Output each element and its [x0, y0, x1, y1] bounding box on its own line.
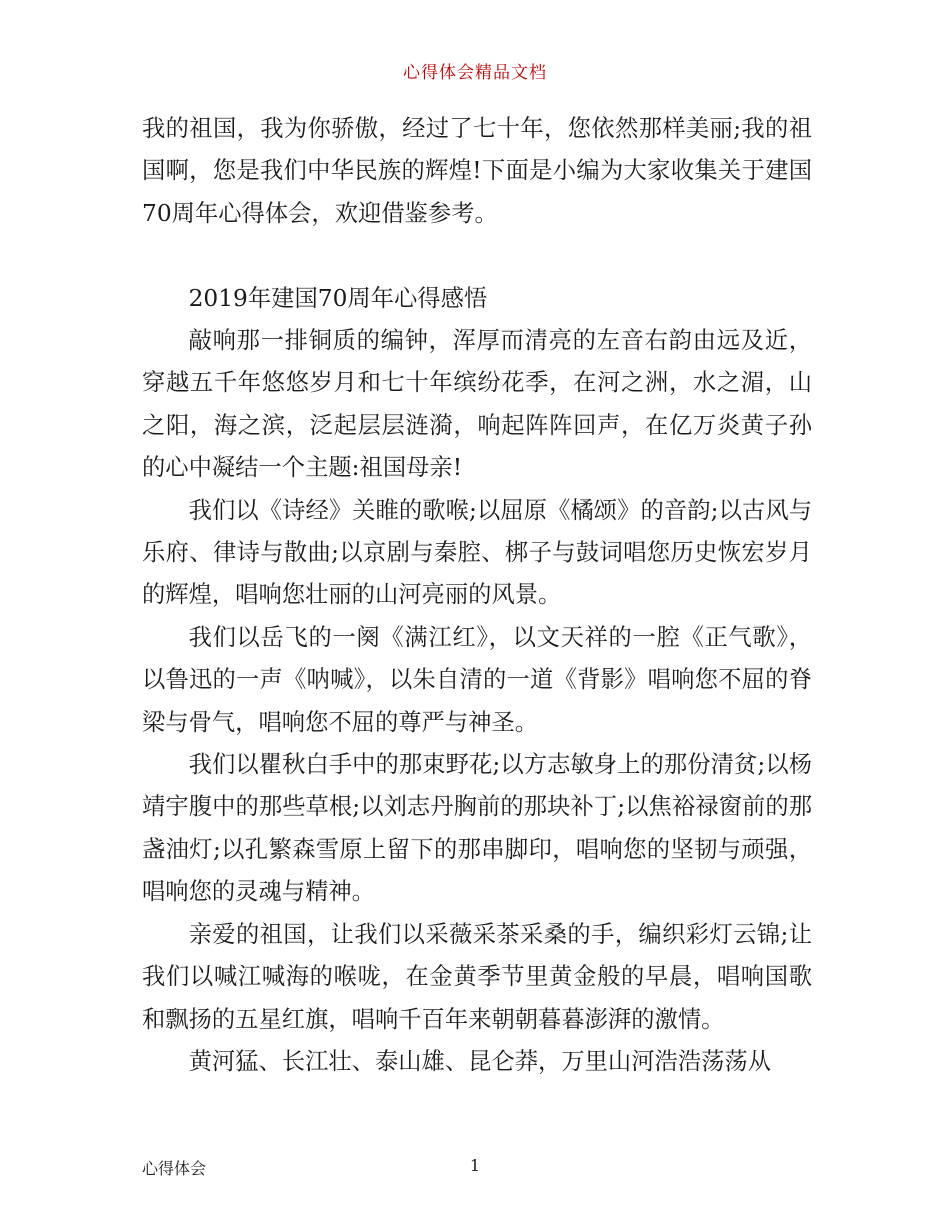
paragraph: 敲响那一排铜质的编钟，浑厚而清亮的左音右韵由远及近，穿越五千年悠悠岁月和七十年缤纷花季，在河之洲，水之湄，山之阳，海之滨，泛起层层涟漪，响起阵阵回声，在亿万炎黄子孙的心中凝结一个主题:祖国母亲! [142, 327, 812, 482]
paragraph: 我们以岳飞的一阕《满江红》，以文天祥的一腔《正气歌》，以鲁迅的一声《呐喊》，以朱自清的一道《背影》唱响您不屈的脊梁与骨气，唱响您不屈的尊严与神圣。 [142, 623, 812, 736]
document-body [142, 108, 812, 1083]
blank-line [142, 235, 812, 277]
intro-paragraph: 我的祖国，我为你骄傲，经过了七十年，您依然那样美丽;我的祖国啊，您是我们中华民族的辉煌!下面是小编为大家收集关于建国70周年心得体会，欢迎借鉴参考。 [142, 115, 812, 227]
section-title: 2019年建国70周年心得感悟 [188, 284, 488, 312]
paragraph: 我们以《诗经》关睢的歌喉;以屈原《橘颂》的音韵;以古风与乐府、律诗与散曲;以京剧与秦腔、梆子与鼓词唱您历史恢宏岁月的辉煌，唱响您壮丽的山河亮丽的风景。 [142, 496, 812, 609]
header-title: 心得体会精品文档 [403, 63, 547, 83]
paragraph: 我们以瞿秋白手中的那束野花;以方志敏身上的那份清贫;以杨靖宇腹中的那些草根;以刘志丹胸前的那块补丁;以焦裕禄窗前的那盏油灯;以孔繁森雪原上留下的那串脚印，唱响您的坚韧与顽强，唱响您的灵魂与精神。 [142, 751, 812, 906]
paragraph: 亲爱的祖国，让我们以采薇采茶采桑的手，编织彩灯云锦;让我们以喊江喊海的喉咙，在金黄季节里黄金般的早晨，唱响国歌和飘扬的五星红旗，唱响千百年来朝朝暮暮澎湃的激情。 [142, 920, 812, 1033]
page-number: 1 [469, 1156, 481, 1175]
footer-label: 心得体会 [142, 1159, 207, 1178]
paragraph: 黄河猛、长江壮、泰山雄、昆仑莽，万里山河浩浩荡荡从 [188, 1047, 772, 1075]
